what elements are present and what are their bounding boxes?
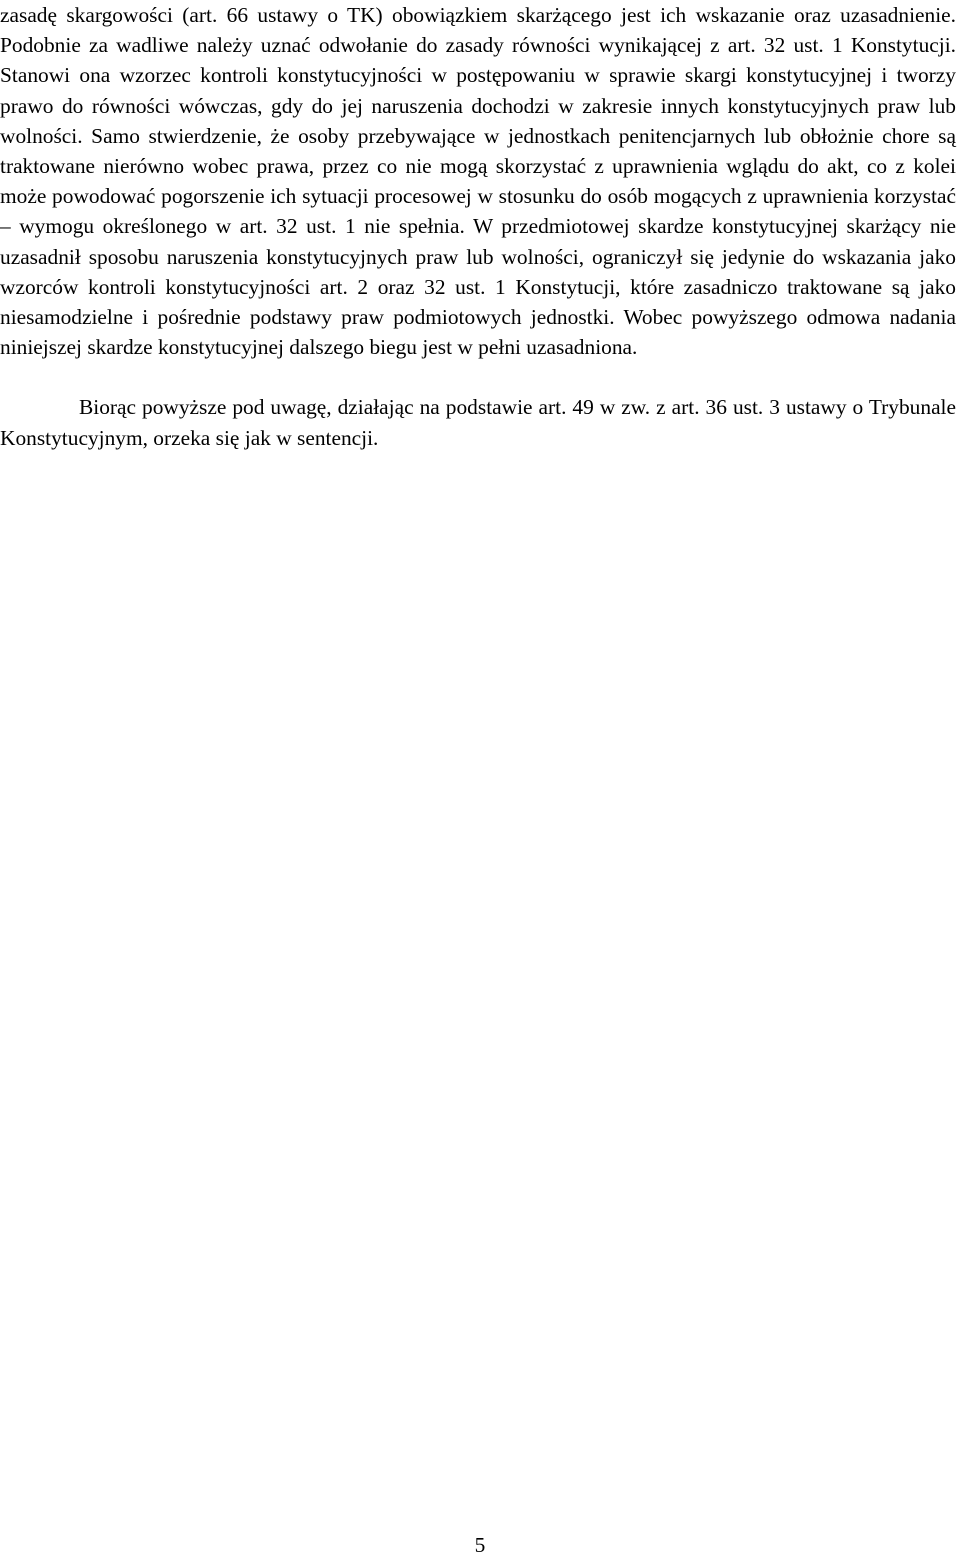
paragraph-justification: zasadę skargowości (art. 66 ustawy o TK) obowiązkiem skarżącego jest ich wskazanie oraz uzasadnienie. Podobnie za wadliwe należy uznać odwołanie do zasady równości wynikającej z art. 32 ust. 1 Konstytucji. Stanowi ona wzorzec kontroli konstytucyjności w postępowaniu w sprawie skargi konstytucyjnej i tworzy prawo do równości wówczas, gdy do jej naruszenia dochodzi w zakresie innych konstytucyjnych praw lub wolności. Samo stwierdzenie, że osoby przebywające w jednostkach penitencjarnych lub obłożnie chore są traktowane nierówno wobec prawa, przez co nie mogą skorzystać z uprawnienia wglądu do akt, co z kolei może powodować pogorszenie ich sytuacji procesowej w stosunku do osób mogących z uprawnienia korzystać – wymogu określonego w art. 32 ust. 1 nie spełnia. W przedmiotowej skardze konstytucyjnej skarżący nie uzasadnił sposobu naruszenia konstytucyjnych praw lub wolności, ograniczył się jedynie do wskazania jako wzorców kontroli konstytucyjności art. 2 oraz 32 ust. 1 Konstytucji, które zasadniczo traktowane są jako niesamodzielne i pośrednie podstawy praw podmiotowych jednostki. Wobec powyższego odmowa nadania niniejszej skardze konstytucyjnej dalszego biegu jest w pełni uzasadniona. bbox=[0, 3, 956, 360]
paragraph-conclusion: Biorąc powyższe pod uwagę, działając na podstawie art. 49 w zw. z art. 36 ust. 3 ustawy o Trybunale Konstytucyjnym, orzeka się jak w sentencji. bbox=[0, 395, 956, 450]
document-body bbox=[0, 0, 956, 453]
page-number: 5 bbox=[474, 1533, 486, 1557]
